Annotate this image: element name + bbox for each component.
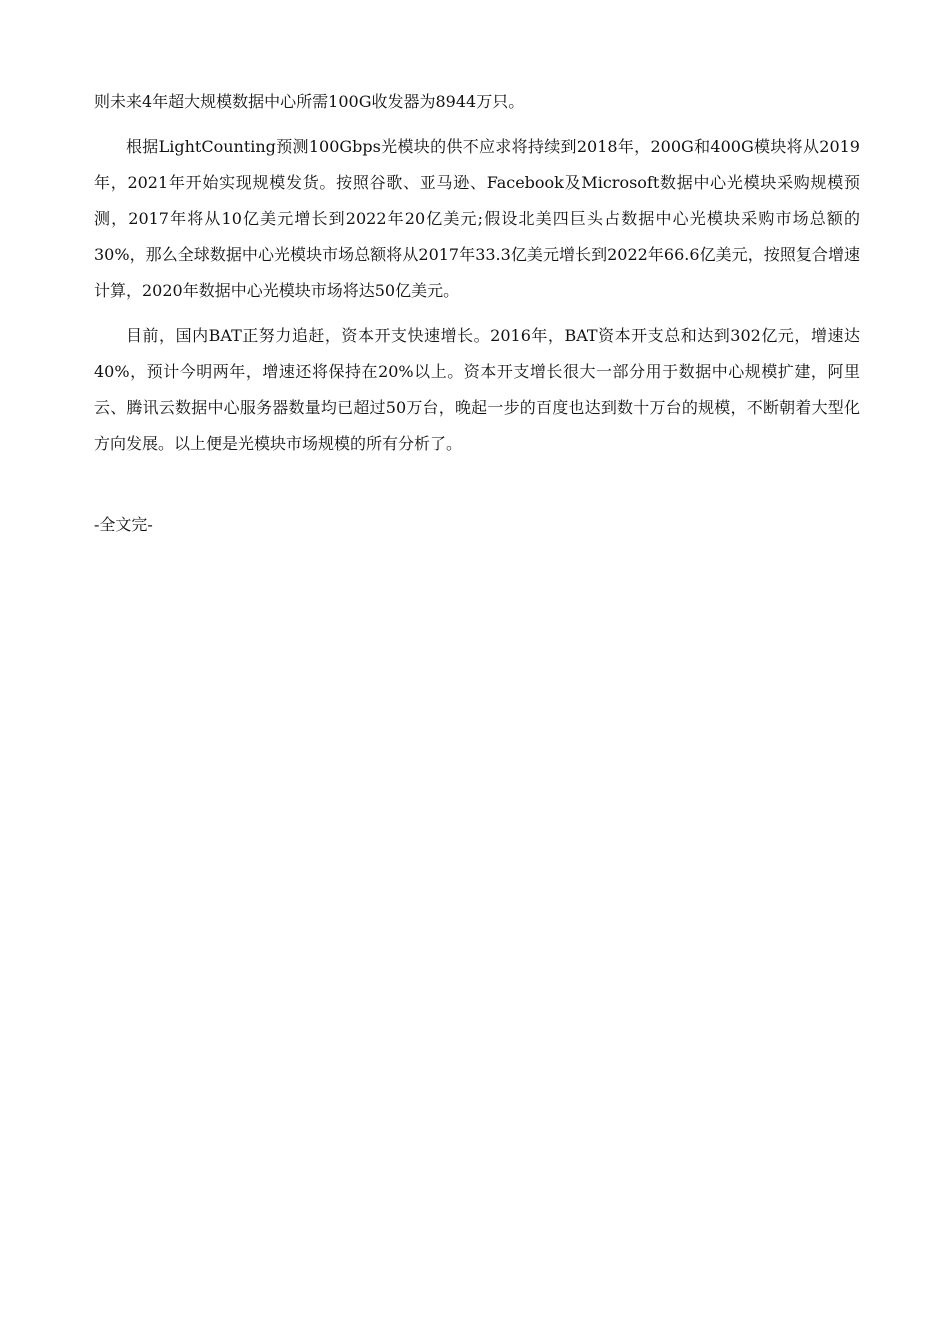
paragraph-1: 则未来4年超大规模数据中心所需100G收发器为8944万只。 <box>94 92 525 111</box>
end-of-article-mark: -全文完- <box>94 515 153 534</box>
paragraph-2: 根据LightCounting预测100Gbps光模块的供不应求将持续到2018年，200G和400G模块将从2019年，2021年开始实现规模发货。按照谷歌、亚马逊、Facebook及Microsoft数据中心光模块采购规模预测，2017年将从10亿美元增长到2022年20亿美元;假设北美四巨头占数据中心光模块采购市场总额的30%，那么全球数据中心光模块市场总额将从2017年33.3亿美元增长到2022年66.6亿美元，按照复合增速计算，2020年数据中心光模块市场将达50亿美元。 <box>94 137 860 300</box>
document-body <box>94 84 860 552</box>
paragraph-3: 目前，国内BAT正努力追赶，资本开支快速增长。2016年，BAT资本开支总和达到302亿元，增速达40%，预计今明两年，增速还将保持在20%以上。资本开支增长很大一部分用于数据中心规模扩建，阿里云、腾讯云数据中心服务器数量均已超过50万台，晚起一步的百度也达到数十万台的规模，不断朝着大型化方向发展。以上便是光模块市场规模的所有分析了。 <box>94 326 860 453</box>
